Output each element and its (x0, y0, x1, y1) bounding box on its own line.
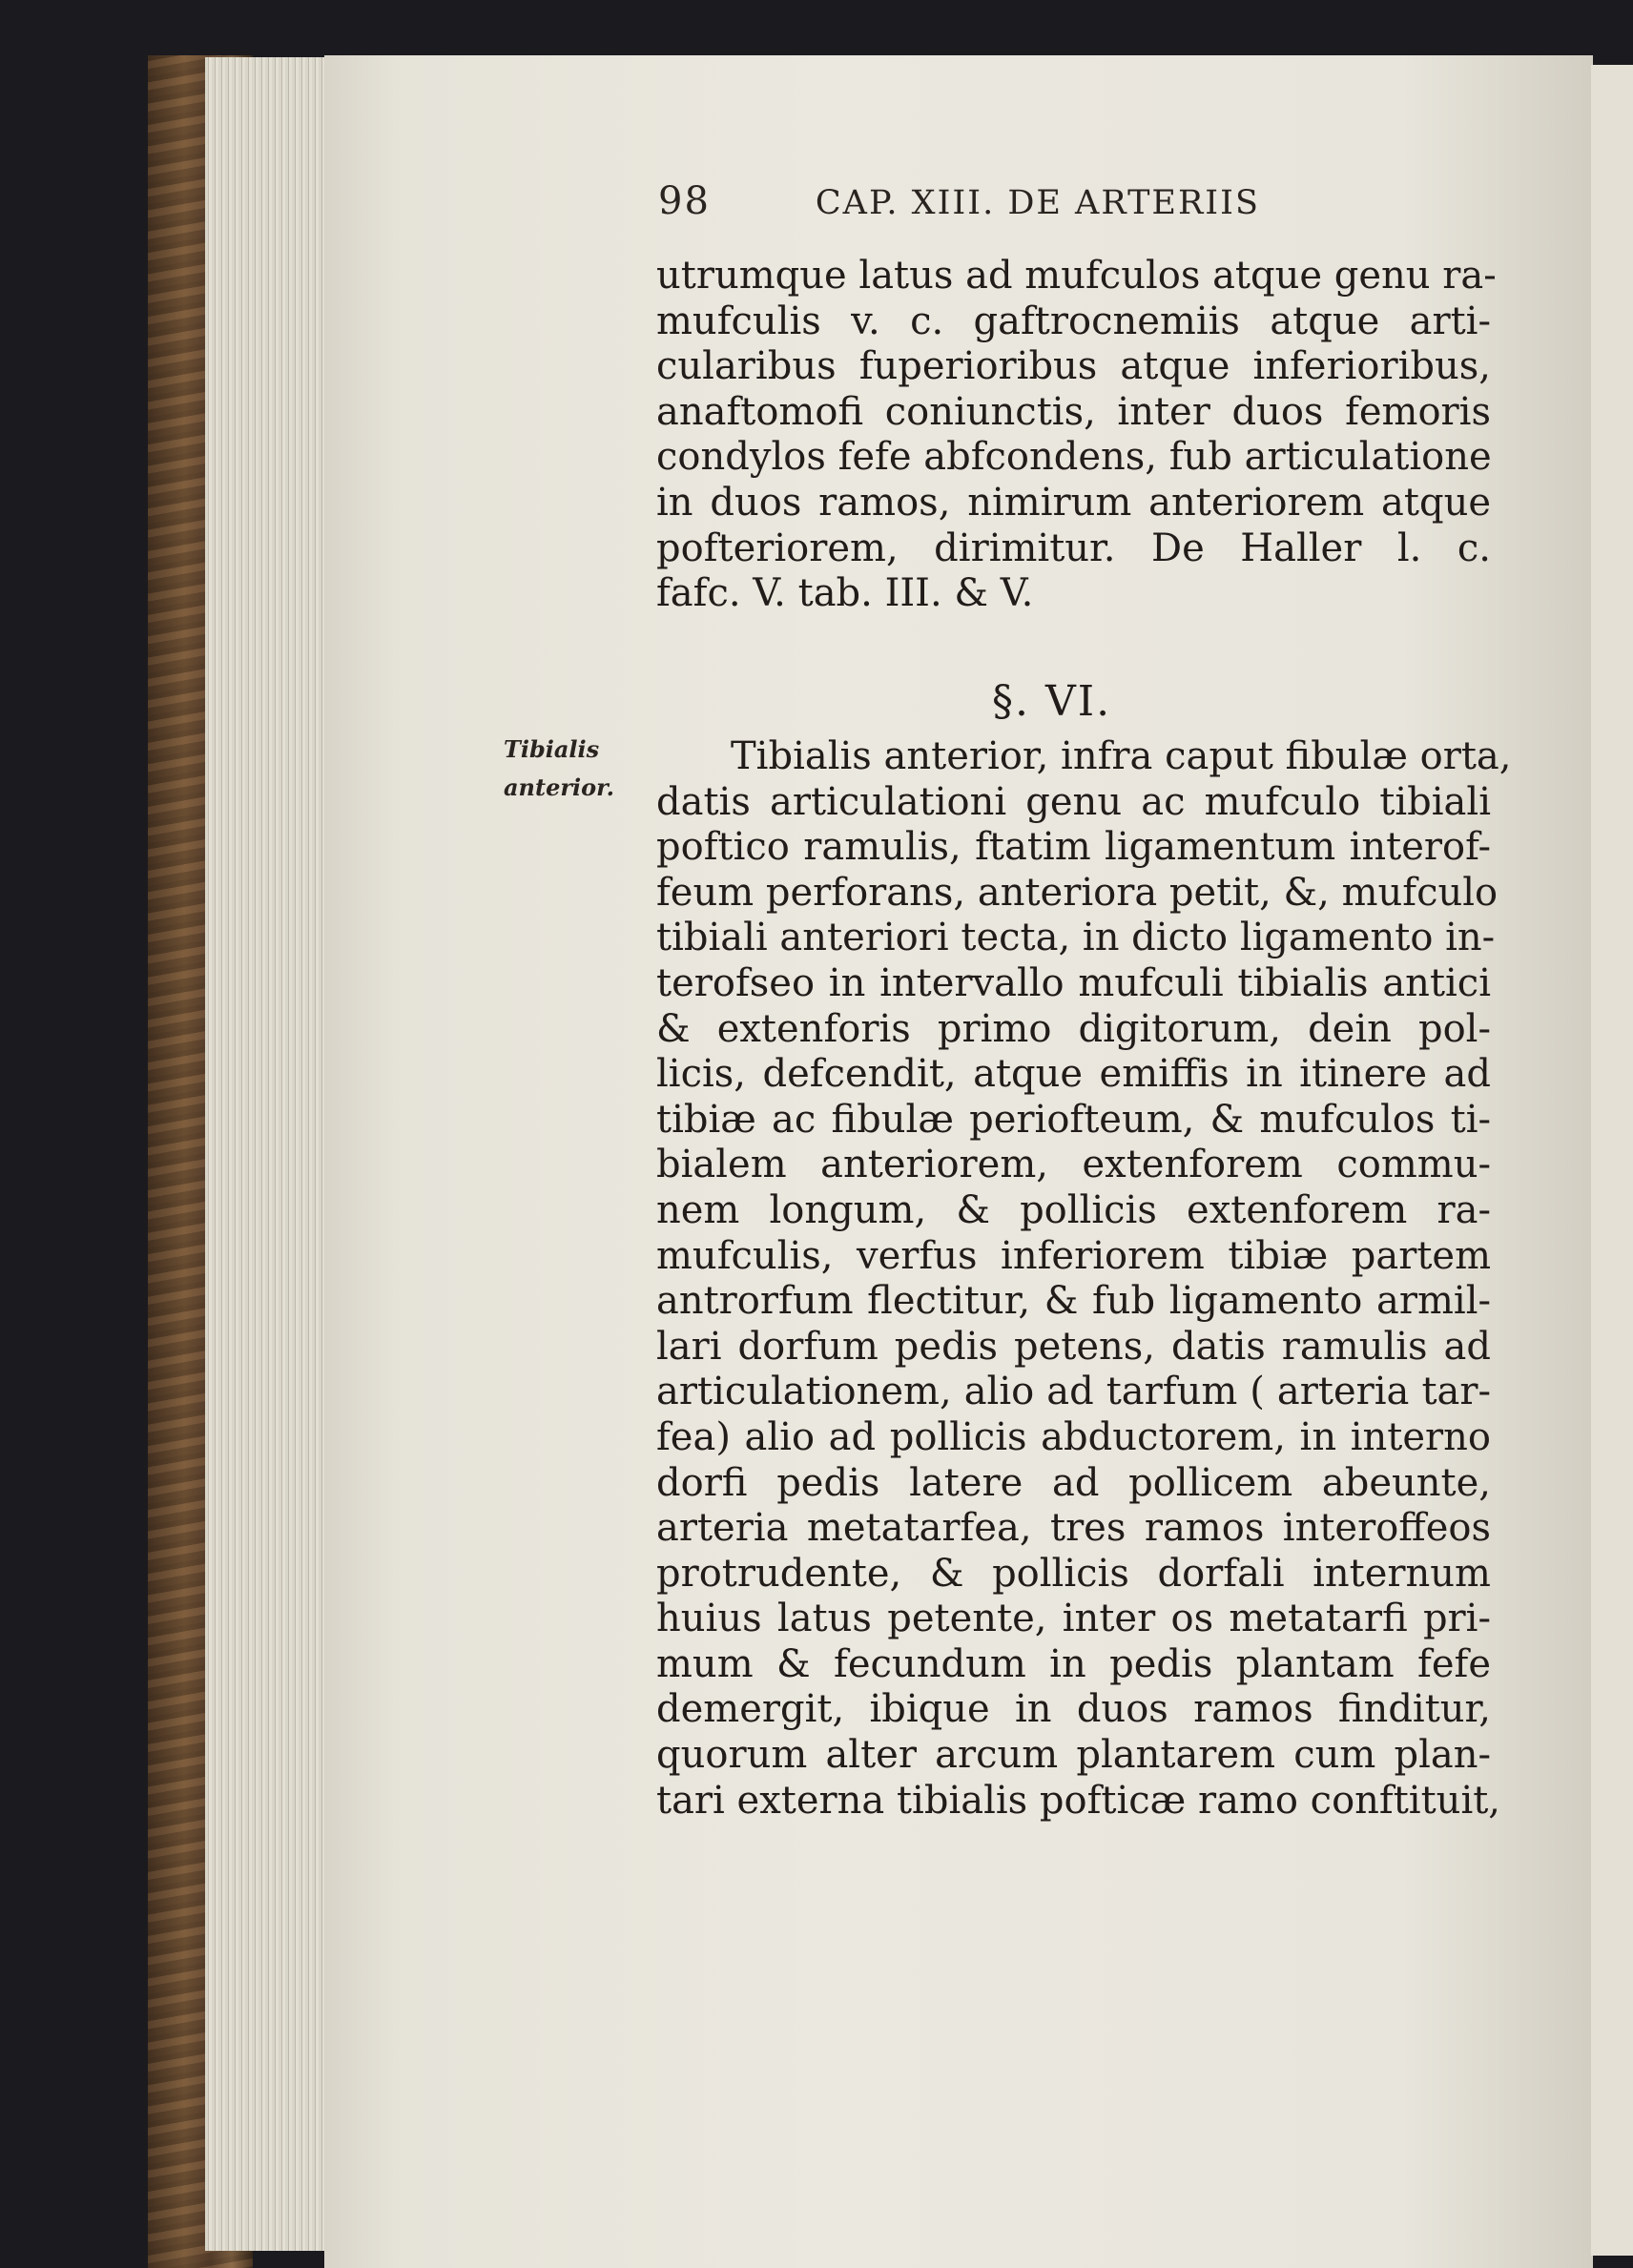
text-line: mum & fecundum in pedis plantam fefe (656, 1641, 1491, 1686)
text-line: cularibus fuperioribus atque inferioribus, (656, 344, 1491, 389)
text-line: tibiæ ac fibulæ periofteum, & mufculos ti- (656, 1097, 1491, 1142)
text-line: huius latus petente, inter os metatarfi pri- (656, 1597, 1491, 1641)
text-line: arteria metatarfea, tres ramos interoffeos (656, 1506, 1491, 1551)
marginal-note (504, 731, 614, 807)
running-head (658, 179, 1528, 223)
text-line: fea) alio ad pollicis abductorem, in interno (656, 1414, 1491, 1459)
text-line: in duos ramos, nimirum anteriorem atque (656, 480, 1491, 525)
paragraph-1 (656, 254, 1497, 617)
text-line: quorum alter arcum plantarem cum plan- (656, 1733, 1491, 1778)
text-line: mufculis, verfus inferiorem tibiæ partem (656, 1233, 1491, 1278)
text-line: condylos fefe abfcondens, fub articulatione (656, 435, 1492, 480)
paragraph-2 (656, 734, 1512, 1824)
text-line: pofteriorem, dirimitur. De Haller l. c. (656, 526, 1491, 570)
facing-page-edge (1591, 65, 1633, 2256)
text-line: poftico ramulis, ftatim ligamentum interof- (656, 825, 1491, 870)
text-line: mufculis v. c. gaftrocnemiis atque arti- (656, 299, 1491, 343)
page-number: 98 (658, 179, 711, 223)
page-edges (205, 57, 339, 2251)
text-line: licis, defcendit, atque emiffis in itinere ad (656, 1052, 1491, 1097)
text-line: protrudente, & pollicis dorfali internum (656, 1551, 1491, 1596)
text-line: demergit, ibique in duos ramos finditur, (656, 1687, 1491, 1732)
marginal-note-line: anterior. (504, 773, 614, 801)
running-title: CAP. XIII. DE ARTERIIS (815, 184, 1260, 222)
text-line: dorfi pedis latere ad pollicem abeunte, (656, 1460, 1491, 1505)
text-line: anaftomofi coniunctis, inter duos femoris (656, 389, 1491, 434)
text-line: articulationem, alio ad tarfum ( arteria tar- (656, 1370, 1491, 1414)
text-line: Tibialis anterior, infra caput fibulæ orta, (731, 734, 1512, 778)
text-line: tibiali anteriori tecta, in dicto ligamento in- (656, 916, 1496, 960)
marginal-note-line: Tibialis (504, 735, 600, 763)
text-line: nem longum, & pollicis extenforem ra- (656, 1187, 1491, 1232)
text-line: & extenforis primo digitorum, dein pol- (656, 1006, 1491, 1051)
section-heading: §. VI. (992, 677, 1112, 726)
text-line: lari dorfum pedis petens, datis ramulis ad (656, 1324, 1491, 1369)
text-line: utrumque latus ad mufculos atque genu ra- (656, 254, 1497, 298)
text-line: tari externa tibialis pofticæ ramo conftituit, (656, 1778, 1501, 1823)
text-line: antrorfum flectitur, & fub ligamento armil- (656, 1279, 1491, 1324)
text-line: datis articulationi genu ac mufculo tibiali (656, 779, 1491, 824)
text-line: fafc. V. tab. III. & V. (656, 571, 1034, 616)
text-line: terofseo in intervallo mufculi tibialis antici (656, 960, 1491, 1005)
text-line: feum perforans, anteriora petit, &, mufculo (656, 870, 1499, 915)
text-line: bialem anteriorem, extenforem commu- (656, 1143, 1491, 1187)
